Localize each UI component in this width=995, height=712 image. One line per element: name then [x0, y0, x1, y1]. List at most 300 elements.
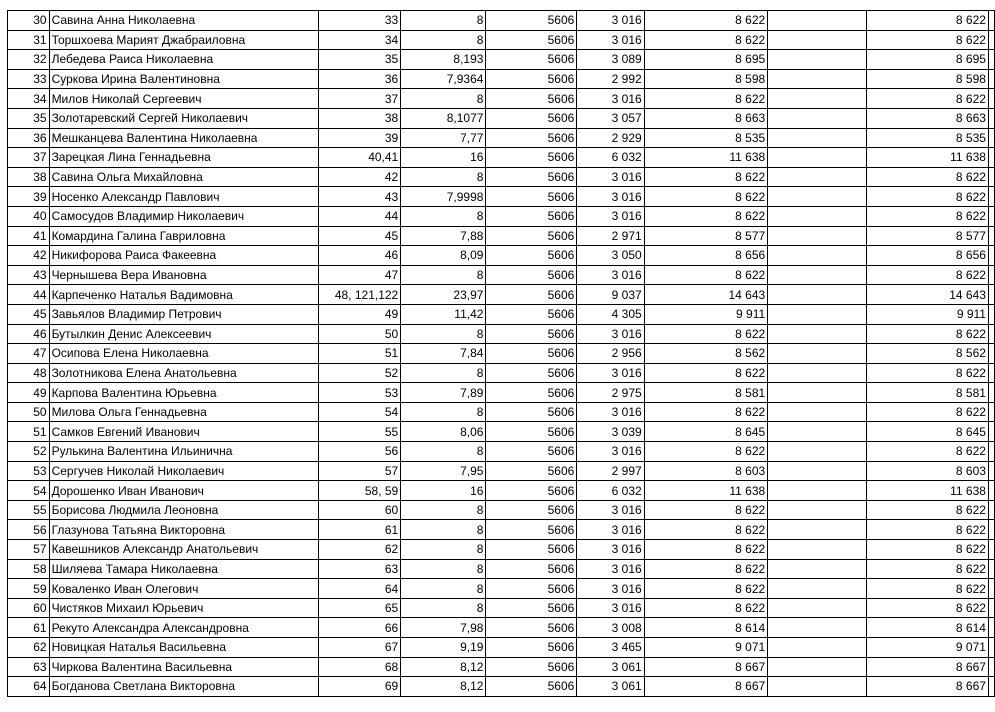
total-cell: 14 643 — [644, 285, 767, 305]
total-cell: 8 622 — [644, 265, 767, 285]
empty-cell — [768, 304, 867, 324]
row-number-cell: 52 — [8, 442, 50, 462]
lot-numbers-cell: 67 — [318, 638, 401, 658]
final-total-cell: 9 911 — [867, 304, 989, 324]
final-total-cell: 8 622 — [867, 324, 989, 344]
lot-numbers-cell: 53 — [318, 383, 401, 403]
rate-cell: 5606 — [486, 69, 577, 89]
lot-numbers-cell: 37 — [318, 89, 401, 109]
edge-cell — [988, 422, 994, 442]
lot-numbers-cell: 65 — [318, 598, 401, 618]
lot-numbers-cell: 33 — [318, 11, 401, 31]
lot-numbers-cell: 54 — [318, 402, 401, 422]
final-total-cell: 8 622 — [867, 89, 989, 109]
total-cell: 9 071 — [644, 638, 767, 658]
amount-cell: 3 061 — [577, 677, 644, 697]
rate-cell: 5606 — [486, 265, 577, 285]
edge-cell — [988, 520, 994, 540]
edge-cell — [988, 226, 994, 246]
empty-cell — [768, 540, 867, 560]
empty-cell — [768, 520, 867, 540]
amount-cell: 3 016 — [577, 89, 644, 109]
empty-cell — [768, 226, 867, 246]
area-cell: 8,12 — [401, 677, 486, 697]
total-cell: 8 656 — [644, 246, 767, 266]
row-number-cell: 41 — [8, 226, 50, 246]
table-row — [8, 226, 995, 246]
edge-cell — [988, 657, 994, 677]
amount-cell: 3 016 — [577, 187, 644, 207]
row-number-cell: 54 — [8, 481, 50, 501]
total-cell: 8 622 — [644, 30, 767, 50]
name-cell: Савина Анна Николаевна — [49, 11, 318, 31]
edge-cell — [988, 481, 994, 501]
area-cell: 8,09 — [401, 246, 486, 266]
row-number-cell: 45 — [8, 304, 50, 324]
name-cell: Рекуто Александра Александровна — [49, 618, 318, 638]
empty-cell — [768, 481, 867, 501]
amount-cell: 2 997 — [577, 461, 644, 481]
edge-cell — [988, 324, 994, 344]
row-number-cell: 64 — [8, 677, 50, 697]
amount-cell: 2 971 — [577, 226, 644, 246]
total-cell: 8 622 — [644, 598, 767, 618]
name-cell: Золотникова Елена Анатольевна — [49, 363, 318, 383]
edge-cell — [988, 540, 994, 560]
name-cell: Дорошенко Иван Иванович — [49, 481, 318, 501]
total-cell: 8 663 — [644, 108, 767, 128]
rate-cell: 5606 — [486, 50, 577, 70]
total-cell: 8 667 — [644, 657, 767, 677]
final-total-cell: 8 622 — [867, 520, 989, 540]
name-cell: Зарецкая Лина Геннадьевна — [49, 148, 318, 168]
lot-numbers-cell: 51 — [318, 344, 401, 364]
table-row — [8, 50, 995, 70]
final-total-cell: 8 622 — [867, 363, 989, 383]
total-cell: 8 622 — [644, 579, 767, 599]
area-cell: 8,12 — [401, 657, 486, 677]
total-cell: 8 645 — [644, 422, 767, 442]
edge-cell — [988, 383, 994, 403]
lot-numbers-cell: 39 — [318, 128, 401, 148]
final-total-cell: 8 622 — [867, 167, 989, 187]
edge-cell — [988, 265, 994, 285]
rate-cell: 5606 — [486, 383, 577, 403]
lot-numbers-cell: 60 — [318, 500, 401, 520]
final-total-cell: 8 622 — [867, 442, 989, 462]
empty-cell — [768, 402, 867, 422]
final-total-cell: 8 622 — [867, 540, 989, 560]
name-cell: Милов Николай Сергеевич — [49, 89, 318, 109]
area-cell: 7,77 — [401, 128, 486, 148]
edge-cell — [988, 500, 994, 520]
row-number-cell: 39 — [8, 187, 50, 207]
table-row — [8, 128, 995, 148]
final-total-cell: 8 535 — [867, 128, 989, 148]
amount-cell: 4 305 — [577, 304, 644, 324]
row-number-cell: 53 — [8, 461, 50, 481]
row-number-cell: 56 — [8, 520, 50, 540]
empty-cell — [768, 265, 867, 285]
lot-numbers-cell: 66 — [318, 618, 401, 638]
total-cell: 8 622 — [644, 167, 767, 187]
area-cell: 8 — [401, 206, 486, 226]
table-row — [8, 677, 995, 697]
edge-cell — [988, 638, 994, 658]
name-cell: Кавешников Александр Анатольевич — [49, 540, 318, 560]
rate-cell: 5606 — [486, 363, 577, 383]
total-cell: 8 535 — [644, 128, 767, 148]
name-cell: Рулькина Валентина Ильинична — [49, 442, 318, 462]
name-cell: Карпова Валентина Юрьевна — [49, 383, 318, 403]
amount-cell: 3 016 — [577, 324, 644, 344]
final-total-cell: 8 645 — [867, 422, 989, 442]
total-cell: 8 622 — [644, 442, 767, 462]
edge-cell — [988, 363, 994, 383]
row-number-cell: 55 — [8, 500, 50, 520]
edge-cell — [988, 89, 994, 109]
lot-numbers-cell: 68 — [318, 657, 401, 677]
area-cell: 8 — [401, 540, 486, 560]
final-total-cell: 11 638 — [867, 481, 989, 501]
amount-cell: 3 016 — [577, 500, 644, 520]
final-total-cell: 8 622 — [867, 11, 989, 31]
table-row — [8, 442, 995, 462]
amount-cell: 2 956 — [577, 344, 644, 364]
table-row — [8, 285, 995, 305]
amount-cell: 3 016 — [577, 30, 644, 50]
edge-cell — [988, 11, 994, 31]
table-row — [8, 89, 995, 109]
name-cell: Суркова Ирина Валентиновна — [49, 69, 318, 89]
total-cell: 8 622 — [644, 324, 767, 344]
total-cell: 8 622 — [644, 89, 767, 109]
table-row — [8, 246, 995, 266]
row-number-cell: 31 — [8, 30, 50, 50]
total-cell: 8 622 — [644, 11, 767, 31]
rate-cell: 5606 — [486, 304, 577, 324]
edge-cell — [988, 206, 994, 226]
lot-numbers-cell: 57 — [318, 461, 401, 481]
final-total-cell: 8 603 — [867, 461, 989, 481]
amount-cell: 3 016 — [577, 540, 644, 560]
table-row — [8, 402, 995, 422]
area-cell: 8 — [401, 579, 486, 599]
total-cell: 11 638 — [644, 481, 767, 501]
name-cell: Завьялов Владимир Петрович — [49, 304, 318, 324]
area-cell: 8,1077 — [401, 108, 486, 128]
edge-cell — [988, 677, 994, 697]
rate-cell: 5606 — [486, 108, 577, 128]
amount-cell: 2 992 — [577, 69, 644, 89]
amount-cell: 6 032 — [577, 148, 644, 168]
table-row — [8, 638, 995, 658]
rate-cell: 5606 — [486, 481, 577, 501]
empty-cell — [768, 422, 867, 442]
empty-cell — [768, 559, 867, 579]
final-total-cell: 8 622 — [867, 598, 989, 618]
edge-cell — [988, 187, 994, 207]
empty-cell — [768, 187, 867, 207]
table-row — [8, 206, 995, 226]
rate-cell: 5606 — [486, 598, 577, 618]
rate-cell: 5606 — [486, 246, 577, 266]
empty-cell — [768, 598, 867, 618]
amount-cell: 3 008 — [577, 618, 644, 638]
amount-cell: 3 016 — [577, 265, 644, 285]
row-number-cell: 37 — [8, 148, 50, 168]
name-cell: Чернышева Вера Ивановна — [49, 265, 318, 285]
table-row — [8, 265, 995, 285]
area-cell: 7,84 — [401, 344, 486, 364]
empty-cell — [768, 677, 867, 697]
table-row — [8, 500, 995, 520]
empty-cell — [768, 167, 867, 187]
name-cell: Новицкая Наталья Васильевна — [49, 638, 318, 658]
area-cell: 8,193 — [401, 50, 486, 70]
final-total-cell: 11 638 — [867, 148, 989, 168]
area-cell: 8 — [401, 559, 486, 579]
total-cell: 8 581 — [644, 383, 767, 403]
rate-cell: 5606 — [486, 187, 577, 207]
table-body — [8, 11, 995, 697]
lot-numbers-cell: 47 — [318, 265, 401, 285]
empty-cell — [768, 500, 867, 520]
area-cell: 8 — [401, 11, 486, 31]
amount-cell: 3 016 — [577, 579, 644, 599]
amount-cell: 3 016 — [577, 11, 644, 31]
area-cell: 16 — [401, 481, 486, 501]
edge-cell — [988, 246, 994, 266]
table-row — [8, 108, 995, 128]
final-total-cell: 8 695 — [867, 50, 989, 70]
final-total-cell: 8 622 — [867, 559, 989, 579]
row-number-cell: 43 — [8, 265, 50, 285]
empty-cell — [768, 363, 867, 383]
table-row — [8, 422, 995, 442]
name-cell: Лебедева Раиса Николаевна — [49, 50, 318, 70]
edge-cell — [988, 128, 994, 148]
name-cell: Глазунова Татьяна Викторовна — [49, 520, 318, 540]
empty-cell — [768, 618, 867, 638]
lot-numbers-cell: 38 — [318, 108, 401, 128]
row-number-cell: 47 — [8, 344, 50, 364]
total-cell: 8 622 — [644, 559, 767, 579]
area-cell: 7,88 — [401, 226, 486, 246]
name-cell: Савина Ольга Михайловна — [49, 167, 318, 187]
spreadsheet-table — [7, 10, 995, 697]
table-row — [8, 540, 995, 560]
edge-cell — [988, 559, 994, 579]
area-cell: 7,95 — [401, 461, 486, 481]
rate-cell: 5606 — [486, 540, 577, 560]
empty-cell — [768, 638, 867, 658]
rate-cell: 5606 — [486, 344, 577, 364]
rate-cell: 5606 — [486, 461, 577, 481]
lot-numbers-cell: 64 — [318, 579, 401, 599]
final-total-cell: 9 071 — [867, 638, 989, 658]
total-cell: 8 598 — [644, 69, 767, 89]
lot-numbers-cell: 69 — [318, 677, 401, 697]
final-total-cell: 8 622 — [867, 500, 989, 520]
table-row — [8, 520, 995, 540]
name-cell: Самков Евгений Иванович — [49, 422, 318, 442]
rate-cell: 5606 — [486, 285, 577, 305]
amount-cell: 3 050 — [577, 246, 644, 266]
area-cell: 8 — [401, 324, 486, 344]
amount-cell: 3 039 — [577, 422, 644, 442]
total-cell: 8 622 — [644, 402, 767, 422]
area-cell: 23,97 — [401, 285, 486, 305]
rate-cell: 5606 — [486, 148, 577, 168]
table-row — [8, 657, 995, 677]
amount-cell: 3 057 — [577, 108, 644, 128]
area-cell: 8 — [401, 265, 486, 285]
amount-cell: 6 032 — [577, 481, 644, 501]
row-number-cell: 49 — [8, 383, 50, 403]
row-number-cell: 58 — [8, 559, 50, 579]
amount-cell: 9 037 — [577, 285, 644, 305]
empty-cell — [768, 89, 867, 109]
edge-cell — [988, 579, 994, 599]
amount-cell: 2 975 — [577, 383, 644, 403]
empty-cell — [768, 285, 867, 305]
area-cell: 8 — [401, 442, 486, 462]
name-cell: Чистяков Михаил Юрьевич — [49, 598, 318, 618]
name-cell: Комардина Галина Гавриловна — [49, 226, 318, 246]
empty-cell — [768, 246, 867, 266]
row-number-cell: 50 — [8, 402, 50, 422]
area-cell: 11,42 — [401, 304, 486, 324]
name-cell: Богданова Светлана Викторовна — [49, 677, 318, 697]
total-cell: 8 667 — [644, 677, 767, 697]
row-number-cell: 60 — [8, 598, 50, 618]
lot-numbers-cell: 34 — [318, 30, 401, 50]
total-cell: 8 577 — [644, 226, 767, 246]
lot-numbers-cell: 48, 121,122 — [318, 285, 401, 305]
total-cell: 8 603 — [644, 461, 767, 481]
empty-cell — [768, 50, 867, 70]
edge-cell — [988, 442, 994, 462]
name-cell: Никифорова Раиса Факеевна — [49, 246, 318, 266]
empty-cell — [768, 30, 867, 50]
rate-cell: 5606 — [486, 500, 577, 520]
rate-cell: 5606 — [486, 226, 577, 246]
amount-cell: 3 016 — [577, 520, 644, 540]
rate-cell: 5606 — [486, 206, 577, 226]
area-cell: 8 — [401, 520, 486, 540]
edge-cell — [988, 50, 994, 70]
lot-numbers-cell: 52 — [318, 363, 401, 383]
amount-cell: 3 061 — [577, 657, 644, 677]
name-cell: Карпеченко Наталья Вадимовна — [49, 285, 318, 305]
rate-cell: 5606 — [486, 559, 577, 579]
total-cell: 8 562 — [644, 344, 767, 364]
lot-numbers-cell: 61 — [318, 520, 401, 540]
total-cell: 8 614 — [644, 618, 767, 638]
row-number-cell: 42 — [8, 246, 50, 266]
edge-cell — [988, 344, 994, 364]
final-total-cell: 14 643 — [867, 285, 989, 305]
final-total-cell: 8 622 — [867, 402, 989, 422]
final-total-cell: 8 622 — [867, 265, 989, 285]
rate-cell: 5606 — [486, 89, 577, 109]
empty-cell — [768, 579, 867, 599]
table-row — [8, 11, 995, 31]
table-row — [8, 69, 995, 89]
final-total-cell: 8 622 — [867, 30, 989, 50]
name-cell: Носенко Александр Павлович — [49, 187, 318, 207]
rate-cell: 5606 — [486, 324, 577, 344]
final-total-cell: 8 577 — [867, 226, 989, 246]
rate-cell: 5606 — [486, 657, 577, 677]
total-cell: 9 911 — [644, 304, 767, 324]
rate-cell: 5606 — [486, 167, 577, 187]
final-total-cell: 8 667 — [867, 677, 989, 697]
amount-cell: 3 089 — [577, 50, 644, 70]
row-number-cell: 62 — [8, 638, 50, 658]
table-row — [8, 618, 995, 638]
edge-cell — [988, 304, 994, 324]
final-total-cell: 8 622 — [867, 187, 989, 207]
empty-cell — [768, 128, 867, 148]
amount-cell: 3 465 — [577, 638, 644, 658]
edge-cell — [988, 461, 994, 481]
area-cell: 8 — [401, 363, 486, 383]
area-cell: 8 — [401, 402, 486, 422]
lot-numbers-cell: 58, 59 — [318, 481, 401, 501]
amount-cell: 3 016 — [577, 598, 644, 618]
empty-cell — [768, 108, 867, 128]
total-cell: 8 622 — [644, 187, 767, 207]
name-cell: Чиркова Валентина Васильевна — [49, 657, 318, 677]
name-cell: Осипова Елена Николаевна — [49, 344, 318, 364]
table-row — [8, 579, 995, 599]
amount-cell: 3 016 — [577, 442, 644, 462]
table-row — [8, 167, 995, 187]
row-number-cell: 63 — [8, 657, 50, 677]
edge-cell — [988, 69, 994, 89]
lot-numbers-cell: 36 — [318, 69, 401, 89]
name-cell: Сергучев Николай Николаевич — [49, 461, 318, 481]
lot-numbers-cell: 43 — [318, 187, 401, 207]
name-cell: Самосудов Владимир Николаевич — [49, 206, 318, 226]
lot-numbers-cell: 44 — [318, 206, 401, 226]
lot-numbers-cell: 49 — [318, 304, 401, 324]
edge-cell — [988, 285, 994, 305]
rate-cell: 5606 — [486, 128, 577, 148]
rate-cell: 5606 — [486, 11, 577, 31]
row-number-cell: 51 — [8, 422, 50, 442]
table-row — [8, 363, 995, 383]
name-cell: Мешканцева Валентина Николаевна — [49, 128, 318, 148]
amount-cell: 2 929 — [577, 128, 644, 148]
empty-cell — [768, 206, 867, 226]
area-cell: 8 — [401, 167, 486, 187]
row-number-cell: 40 — [8, 206, 50, 226]
edge-cell — [988, 598, 994, 618]
area-cell: 8 — [401, 30, 486, 50]
table-row — [8, 148, 995, 168]
row-number-cell: 34 — [8, 89, 50, 109]
area-cell: 8 — [401, 500, 486, 520]
area-cell: 7,98 — [401, 618, 486, 638]
lot-numbers-cell: 46 — [318, 246, 401, 266]
table-row — [8, 598, 995, 618]
total-cell: 8 622 — [644, 363, 767, 383]
name-cell: Бутылкин Денис Алексеевич — [49, 324, 318, 344]
rate-cell: 5606 — [486, 677, 577, 697]
